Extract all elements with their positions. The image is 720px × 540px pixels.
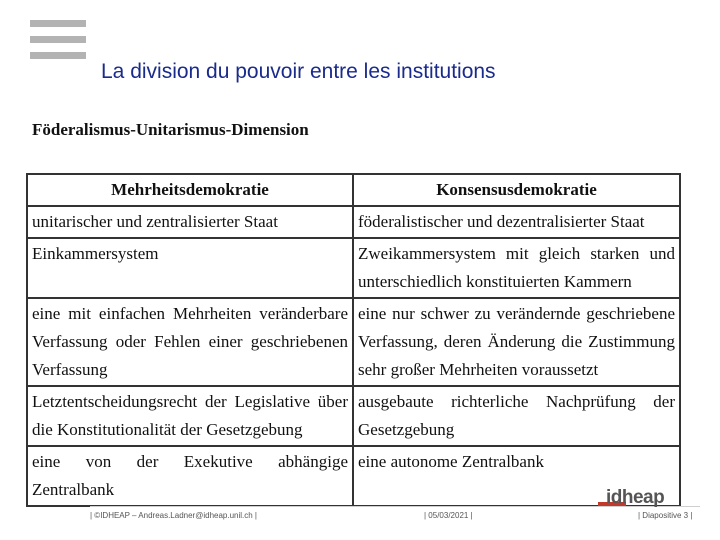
footer-slide-number: | Diapositive 3 |	[638, 511, 693, 520]
cell-majoritarian: Einkammersystem	[27, 238, 353, 298]
bar-1	[30, 20, 86, 27]
table-row	[27, 386, 680, 446]
cell-majoritarian: eine von der Exekutive abhängige Zentralbank	[27, 446, 353, 506]
header-majoritarian: Mehrheitsdemokratie	[27, 174, 353, 206]
header-consensus: Konsensusdemokratie	[353, 174, 680, 206]
cell-majoritarian: unitarischer und zentralisierter Staat	[27, 206, 353, 238]
table-row	[27, 238, 680, 298]
cell-consensus: Zweikammersystem mit gleich starken und unterschiedlich konstituierten Kammern	[353, 238, 680, 298]
cell-consensus: föderalistischer und dezentralisierter Staat	[353, 206, 680, 238]
footer-date: | 05/03/2021 |	[424, 511, 473, 520]
cell-consensus: eine nur schwer zu verändernde geschriebene Verfassung, deren Änderung die Zustimmung sehr großer Mehrheiten voraussetzt	[353, 298, 680, 386]
table-header-row	[27, 174, 680, 206]
cell-majoritarian: eine mit einfachen Mehrheiten veränderbare Verfassung oder Fehlen einer geschriebenen Verfassung	[27, 298, 353, 386]
menu-bars-icon	[30, 20, 86, 68]
cell-majoritarian: Letztentscheidungsrecht der Legislative über die Konstitutionalität der Gesetzgebung	[27, 386, 353, 446]
bar-2	[30, 36, 86, 43]
cell-consensus: ausgebaute richterliche Nachprüfung der Gesetzgebung	[353, 386, 680, 446]
slide-subtitle: Föderalismus-Unitarismus-Dimension	[32, 120, 309, 139]
table-row	[27, 446, 680, 506]
bar-3	[30, 52, 86, 59]
logo-text: idheap	[606, 487, 665, 508]
idheap-logo	[598, 488, 688, 512]
footer-author: | ©IDHEAP – Andreas.Ladner@idheap.unil.ch |	[90, 511, 258, 520]
comparison-table	[26, 173, 681, 507]
cell-consensus: eine autonome Zentralbank	[353, 446, 680, 506]
slide-title: La division du pouvoir entre les institutions	[101, 60, 496, 83]
table-row	[27, 298, 680, 386]
table-row	[27, 206, 680, 238]
